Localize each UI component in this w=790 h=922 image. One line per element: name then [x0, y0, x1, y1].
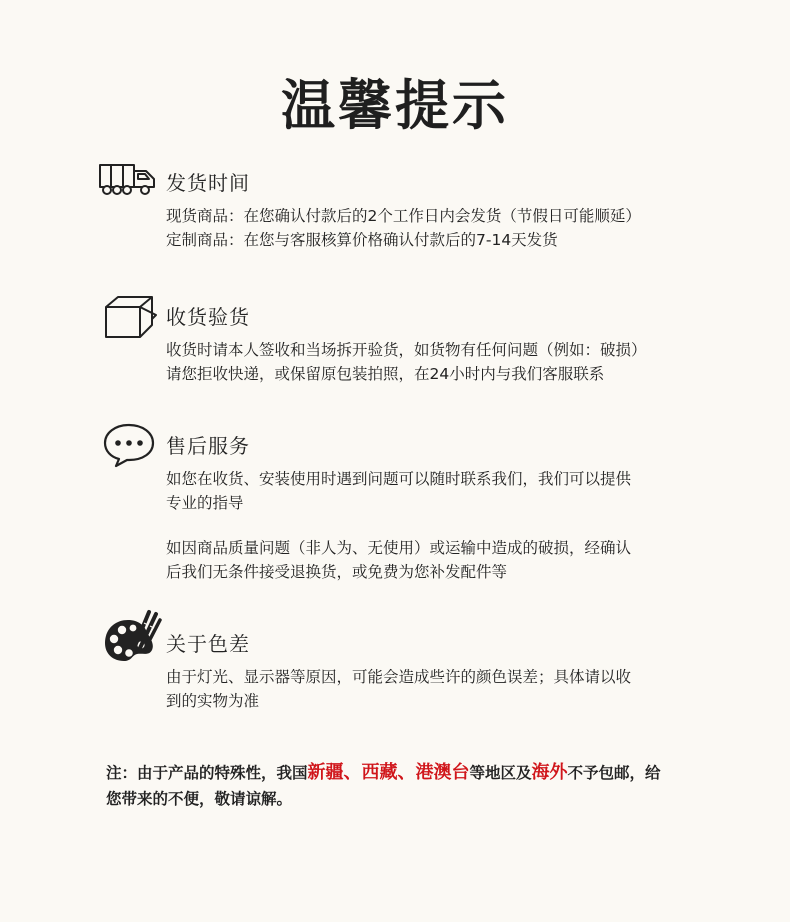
paragraph-line: 定制商品：在您与客服核算价格确认付款后的7-14天发货 — [166, 231, 558, 249]
page-title: 温馨提示 — [281, 74, 509, 137]
palette-icon — [102, 606, 162, 666]
box-icon — [102, 293, 158, 339]
note-middle: 等地区及 — [469, 764, 532, 782]
paragraph-line: 如您在收货、安装使用时遇到问题可以随时联系我们，我们可以提供 — [166, 470, 632, 488]
paragraph-line: 如因商品质量问题（非人为、无使用）或运输中造成的破损，经确认 — [166, 539, 632, 557]
paragraph-line: 到的实物为准 — [166, 692, 260, 710]
note-separator: 、 — [343, 762, 362, 783]
paragraph-line: 收货时请本人签收和当场拆开验货，如货物有任何问题（例如：破损） — [166, 341, 647, 359]
truck-icon — [98, 161, 158, 197]
after-sales-paragraph-1 — [166, 467, 711, 515]
note-line-2: 您带来的不便，敬请谅解。 — [106, 790, 293, 808]
note-region-tibet: 西藏 — [361, 762, 398, 783]
note-region-xinjiang: 新疆 — [307, 762, 344, 783]
paragraph-line: 现货商品：在您确认付款后的2个工作日内会发货（节假日可能顺延） — [166, 207, 641, 225]
section-title-shipping: 发货时间 — [166, 171, 250, 195]
inspection-paragraph — [166, 338, 711, 386]
note-line-1 — [106, 760, 706, 786]
section-title-color-difference: 关于色差 — [166, 632, 250, 656]
section-title-inspection: 收货验货 — [166, 305, 250, 329]
paragraph-line: 后我们无条件接受退换货，或免费为您补发配件等 — [166, 563, 508, 581]
after-sales-paragraph-2 — [166, 536, 711, 584]
paragraph-line: 请您拒收快递，或保留原包装拍照，在24小时内与我们客服联系 — [166, 365, 605, 383]
note-region-overseas: 海外 — [531, 762, 568, 783]
shipping-paragraph — [166, 204, 711, 252]
paragraph-line: 专业的指导 — [166, 494, 244, 512]
chat-bubble-icon — [102, 422, 156, 468]
note-separator: 、 — [397, 762, 416, 783]
color-difference-paragraph — [166, 665, 711, 713]
note-prefix: 注：由于产品的特殊性，我国 — [106, 764, 308, 782]
shipping-note — [106, 760, 706, 812]
paragraph-line: 由于灯光、显示器等原因，可能会造成些许的颜色误差；具体请以收 — [166, 668, 632, 686]
section-title-after-sales: 售后服务 — [166, 434, 250, 458]
note-suffix: 不予包邮，给 — [567, 764, 661, 782]
note-region-hk-macau-taiwan: 港澳台 — [415, 762, 470, 783]
